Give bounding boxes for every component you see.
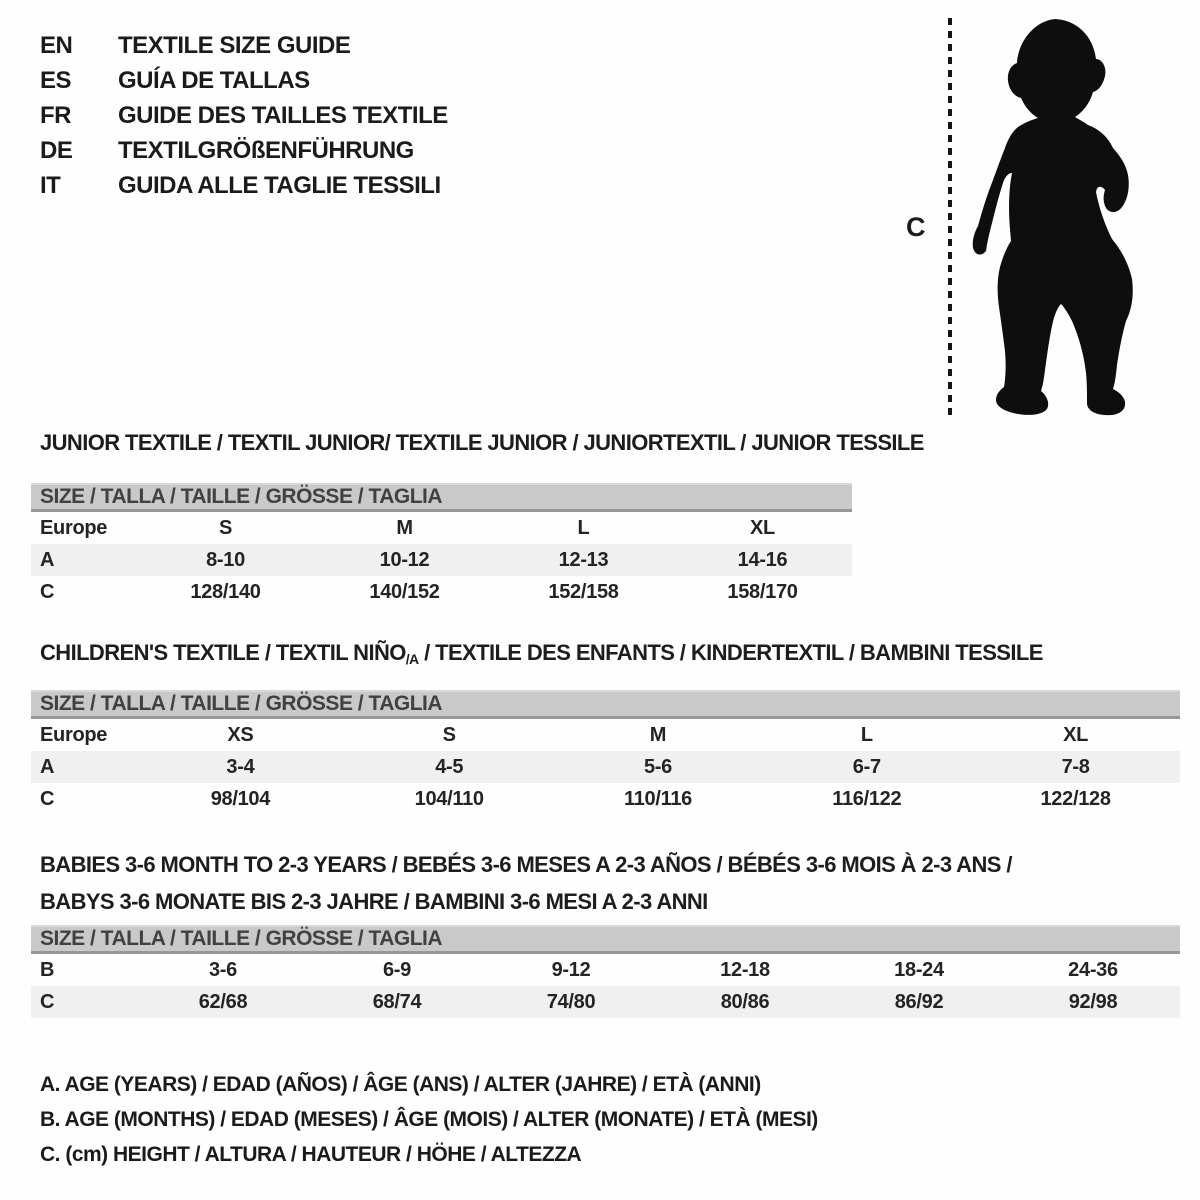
table-row-height <box>31 986 1180 1018</box>
table-row-age <box>31 544 852 576</box>
children-section-title <box>40 640 1043 667</box>
legend-line-age-months: B. AGE (MONTHS) / EDAD (MESES) / ÂGE (MOIS) / ALTER (MONATE) / ETÀ (MESI) <box>40 1107 818 1131</box>
language-row-es <box>40 63 448 98</box>
table-cell: 8-10 <box>206 548 245 571</box>
toddler-silhouette-image <box>960 15 1145 420</box>
table-cell: 140/152 <box>369 580 440 603</box>
table-cell: 10-12 <box>379 548 430 571</box>
table-cell: 6-7 <box>852 755 881 778</box>
table-cell: 68/74 <box>372 990 422 1013</box>
table-cell: XS <box>227 723 254 746</box>
legend-line-age-years: A. AGE (YEARS) / EDAD (AÑOS) / ÂGE (ANS) / ALTER (JAHRE) / ETÀ (ANNI) <box>40 1072 761 1096</box>
table-cell: 92/98 <box>1068 990 1118 1013</box>
table-cell: S <box>218 516 233 539</box>
table-cell: 86/92 <box>894 990 944 1013</box>
children-title-subscript: /A <box>405 651 419 667</box>
junior-size-table <box>31 483 852 608</box>
language-title: GUÍA DE TALLAS <box>118 66 310 94</box>
language-code: IT <box>40 171 61 199</box>
table-cell: 14-16 <box>737 548 788 571</box>
babies-title-line1: BABIES 3-6 MONTH TO 2-3 YEARS / BEBÉS 3-6 MESES A 2-3 AÑOS / BÉBÉS 3-6 MOIS À 2-3 ANS / <box>40 852 1012 877</box>
row-label: C <box>40 580 55 603</box>
language-code: DE <box>40 136 73 164</box>
language-row-de <box>40 133 448 168</box>
table-cell: 116/122 <box>832 787 902 810</box>
table-cell: M <box>396 516 413 539</box>
table-cell: 24-36 <box>1068 958 1118 981</box>
table-cell: 7-8 <box>1061 755 1090 778</box>
table-cell: 9-12 <box>551 958 591 981</box>
row-label: Europe <box>40 516 108 539</box>
row-label: C <box>40 990 55 1013</box>
babies-title-line2: BABYS 3-6 MONATE BIS 2-3 JAHRE / BAMBINI 3-6 MESI A 2-3 ANNI <box>40 889 708 914</box>
table-cell: 62/68 <box>198 990 248 1013</box>
language-title: GUIDA ALLE TAGLIE TESSILI <box>118 171 441 199</box>
language-title: TEXTILGRÖßENFÜHRUNG <box>118 136 414 164</box>
table-cell: L <box>860 723 873 746</box>
table-cell: 152/158 <box>548 580 619 603</box>
table-row-height <box>31 576 852 608</box>
table-cell: 4-5 <box>435 755 464 778</box>
table-cell: 80/86 <box>720 990 770 1013</box>
language-title: TEXTILE SIZE GUIDE <box>118 31 351 59</box>
language-title: GUIDE DES TAILLES TEXTILE <box>118 101 448 129</box>
table-cell: 104/110 <box>414 787 484 810</box>
language-row-fr <box>40 98 448 133</box>
junior-section-title: JUNIOR TEXTILE / TEXTIL JUNIOR/ TEXTILE JUNIOR / JUNIORTEXTIL / JUNIOR TESSILE <box>40 430 924 455</box>
language-title-list <box>40 28 448 203</box>
measure-legend <box>40 1067 818 1172</box>
table-row-europe <box>31 512 852 544</box>
table-row-height <box>31 783 1180 815</box>
table-cell: M <box>649 723 667 746</box>
table-cell: XL <box>1063 723 1089 746</box>
height-measure-label: C <box>906 212 926 242</box>
language-row-en <box>40 28 448 63</box>
table-cell: L <box>577 516 590 539</box>
table-cell: 18-24 <box>894 958 944 981</box>
table-row-europe <box>31 719 1180 751</box>
language-row-it <box>40 168 448 203</box>
children-title-rest: / TEXTILE DES ENFANTS / KINDERTEXTIL / BAMBINI TESSILE <box>418 640 1043 665</box>
table-cell: 122/128 <box>1040 787 1111 810</box>
legend-line-height: C. (cm) HEIGHT / ALTURA / HAUTEUR / HÖHE / ALTEZZA <box>40 1142 582 1166</box>
table-cell: 74/80 <box>546 990 596 1013</box>
junior-size-header-bar: SIZE / TALLA / TAILLE / GRÖSSE / TAGLIA <box>31 483 852 512</box>
children-title-main: CHILDREN'S TEXTILE / TEXTIL NIÑO <box>40 640 406 665</box>
table-row-age-months <box>31 954 1180 986</box>
babies-size-table <box>31 925 1180 1018</box>
row-label: B <box>40 958 55 981</box>
babies-size-header-bar: SIZE / TALLA / TAILLE / GRÖSSE / TAGLIA <box>31 925 1180 954</box>
table-cell: S <box>442 723 456 746</box>
height-measure-dashed-line <box>948 18 952 418</box>
children-size-header-bar: SIZE / TALLA / TAILLE / GRÖSSE / TAGLIA <box>31 690 1180 719</box>
table-cell: 12-18 <box>720 958 770 981</box>
row-label: Europe <box>40 723 108 746</box>
language-code: EN <box>40 31 73 59</box>
table-row-age <box>31 751 1180 783</box>
table-cell: 12-13 <box>558 548 609 571</box>
babies-section-title <box>40 846 1012 920</box>
children-size-table <box>31 690 1180 815</box>
row-label: C <box>40 787 55 810</box>
table-cell: 98/104 <box>210 787 271 810</box>
language-code: ES <box>40 66 72 94</box>
table-cell: 5-6 <box>643 755 672 778</box>
table-cell: XL <box>750 516 775 539</box>
table-cell: 3-4 <box>226 755 255 778</box>
language-code: FR <box>40 101 71 129</box>
table-cell: 6-9 <box>382 958 411 981</box>
table-cell: 158/170 <box>727 580 798 603</box>
table-cell: 3-6 <box>208 958 237 981</box>
row-label: A <box>40 548 55 571</box>
table-cell: 110/116 <box>623 787 692 810</box>
table-cell: 128/140 <box>190 580 261 603</box>
row-label: A <box>40 755 55 778</box>
